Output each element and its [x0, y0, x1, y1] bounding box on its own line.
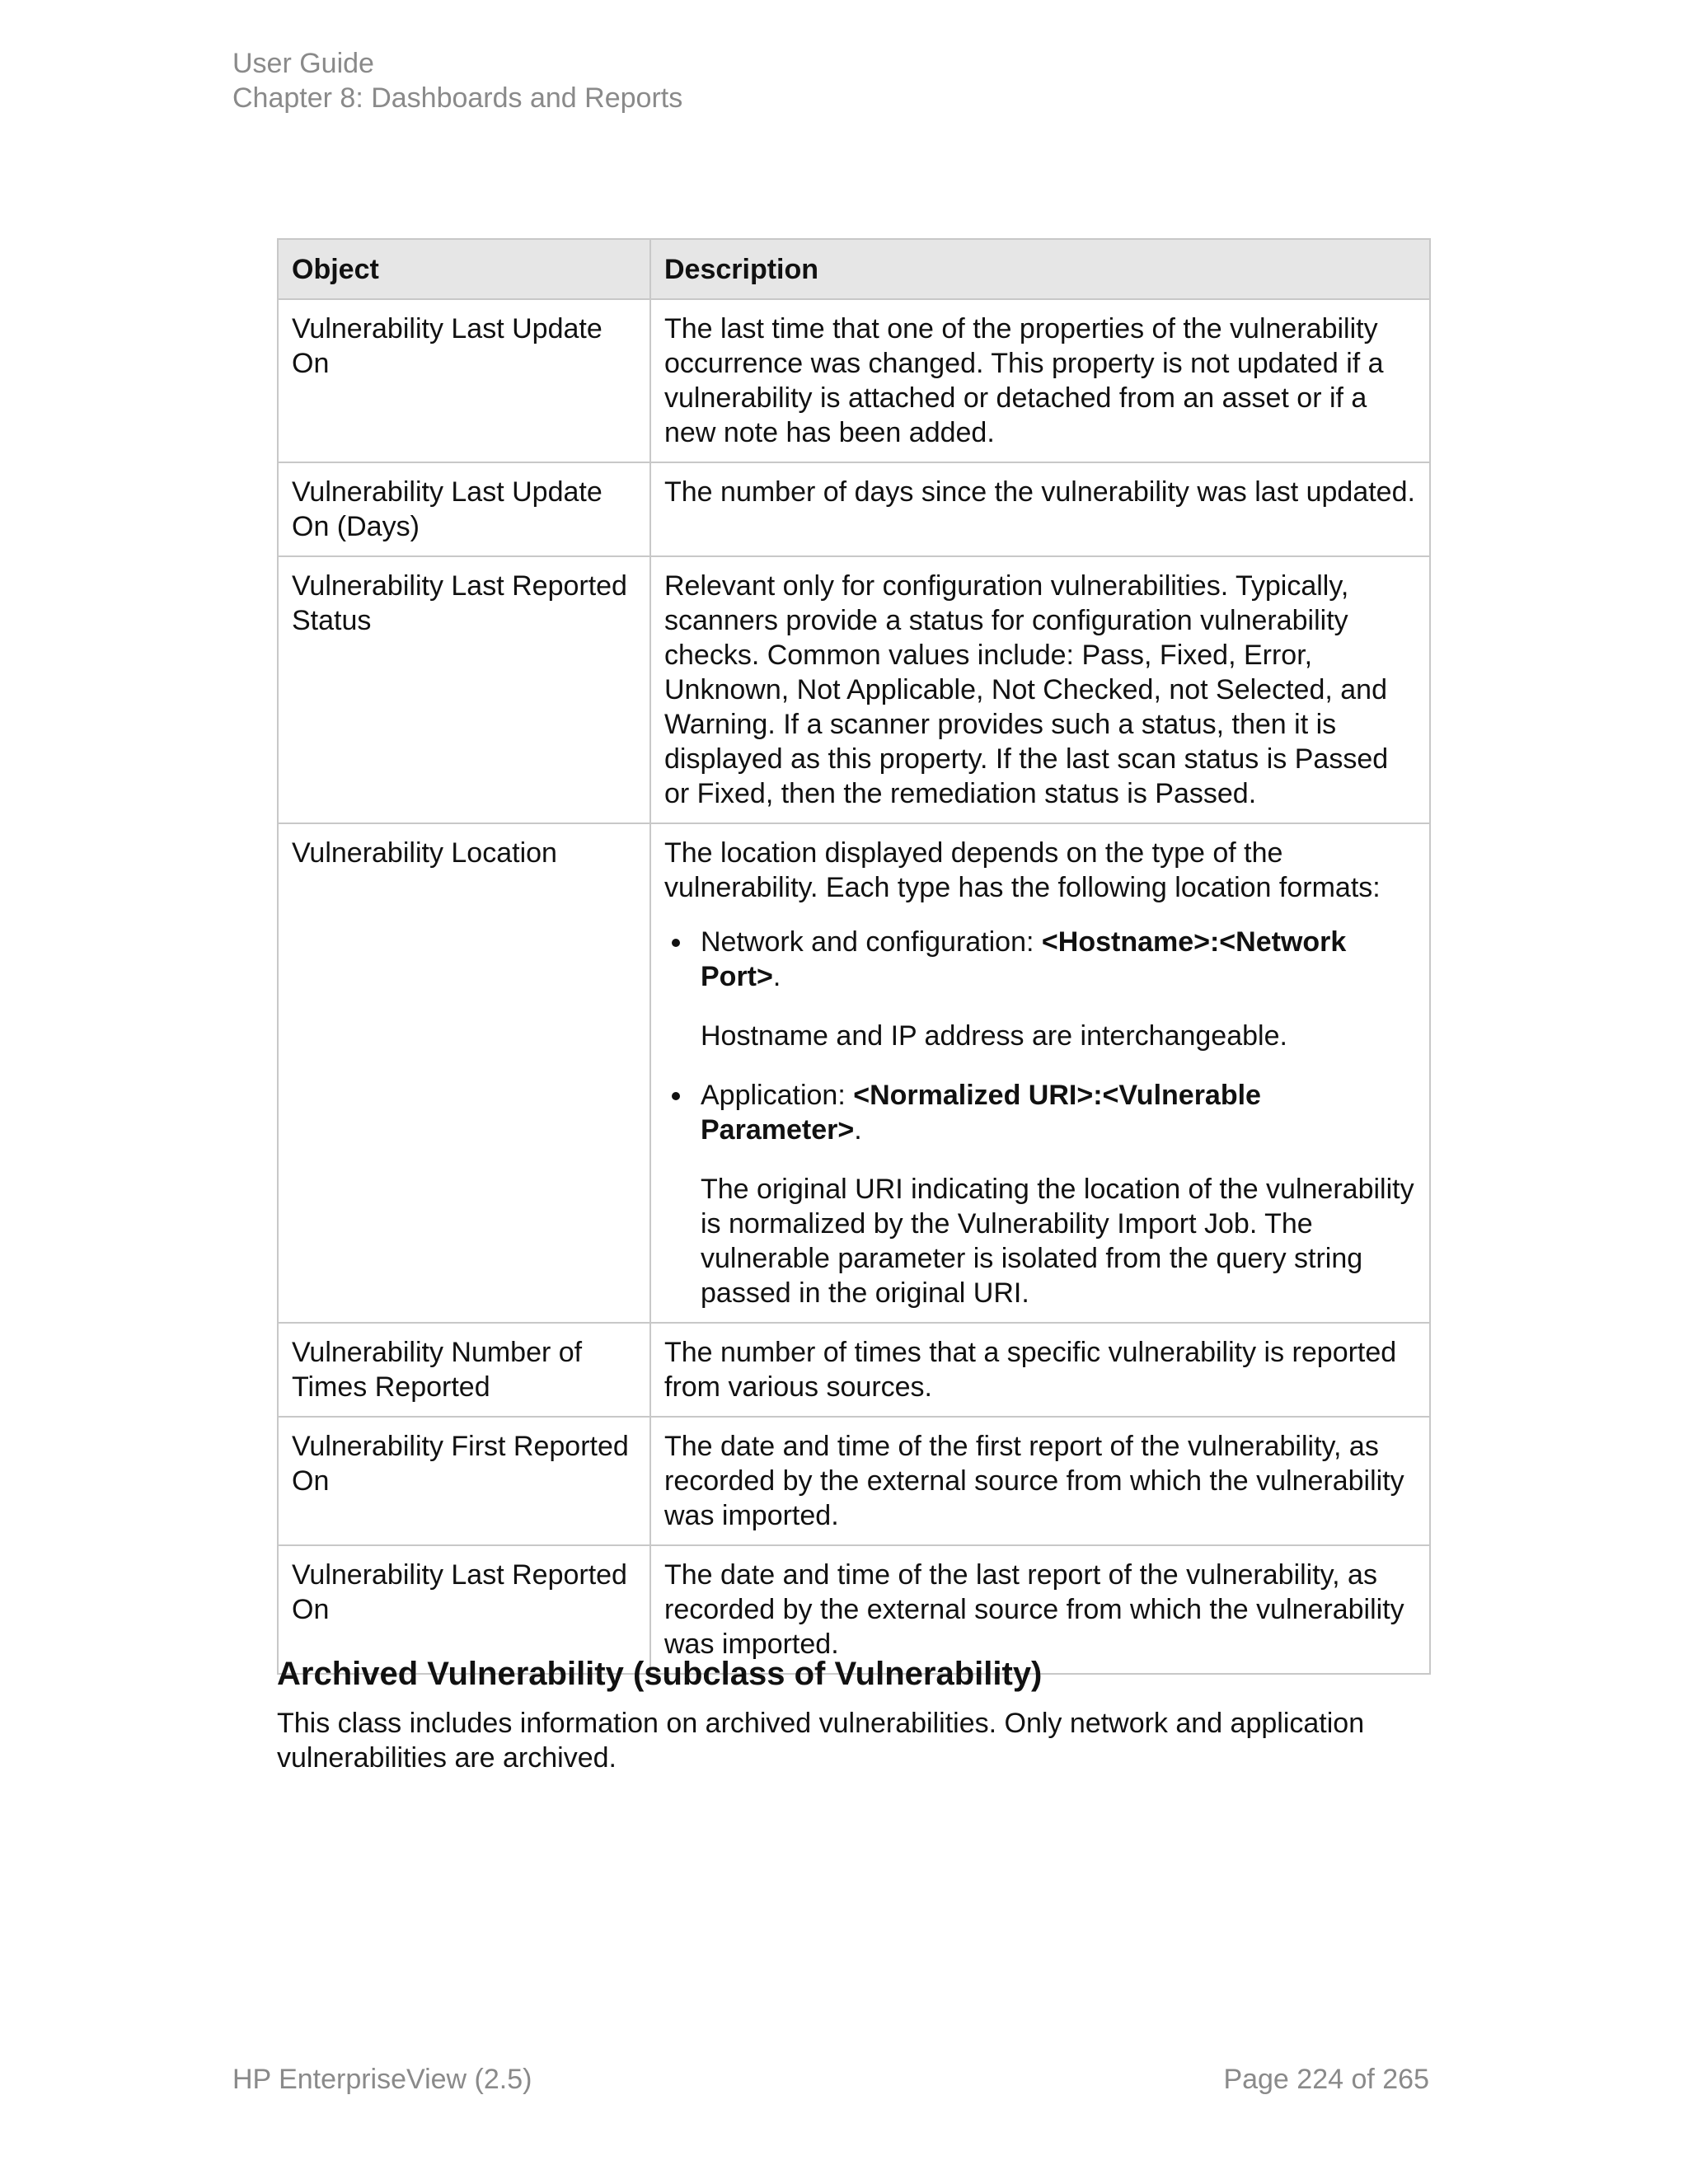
- object-cell: Vulnerability Last Update On (Days): [278, 462, 650, 556]
- description-cell: The date and time of the last report of the vulnerability, as recorded by the external source from which the vulnerability was imported.: [650, 1545, 1430, 1674]
- object-cell: Vulnerability First Reported On: [278, 1417, 650, 1545]
- bullet-note: The original URI indicating the location of the vulnerability is normalized by the Vulnerability Import Job. The vulnerable parameter is isolated from the query string passed in the original URI.: [701, 1174, 1414, 1309]
- header-chapter-title: Chapter 8: Dashboards and Reports: [232, 82, 683, 114]
- bullet-lead: Network and configuration:: [701, 926, 1042, 958]
- header-guide-title: User Guide: [232, 48, 374, 79]
- description-cell: [650, 823, 1430, 1323]
- table-row: [278, 299, 1430, 462]
- description-cell: Relevant only for configuration vulnerabilities. Typically, scanners provide a status for configuration vulnerability checks. Common values include: Pass, Fixed, Error, Unknown, Not Applicable, Not Checked, not Selected, and Warning. If a scanner provides such a status, then it is displayed as this property. If the last scan status is Passed or Fixed, then the remediation status is Passed.: [650, 556, 1430, 823]
- object-cell: Vulnerability Last Update On: [278, 299, 650, 462]
- location-format-list: [664, 925, 1416, 1310]
- footer-page-number: Page 224 of 265: [1223, 2064, 1429, 2095]
- object-cell: Vulnerability Number of Times Reported: [278, 1323, 650, 1417]
- bullet-format: <Normalized URI>:<Vulnerable Parameter>: [701, 1080, 1261, 1146]
- section-heading: Archived Vulnerability (subclass of Vulnerability): [277, 1656, 1043, 1692]
- description-cell: The number of days since the vulnerability was last updated.: [650, 462, 1430, 556]
- description-cell: The date and time of the first report of the vulnerability, as recorded by the external source from which the vulnerability was imported.: [650, 1417, 1430, 1545]
- object-cell: Vulnerability Location: [278, 823, 650, 1323]
- table-row: [278, 1323, 1430, 1417]
- column-header-description: Description: [650, 239, 1430, 299]
- description-cell: The number of times that a specific vulnerability is reported from various sources.: [650, 1323, 1430, 1417]
- bullet-note: Hostname and IP address are interchangeable.: [701, 1020, 1287, 1052]
- table-row: [278, 823, 1430, 1323]
- object-cell: Vulnerability Last Reported Status: [278, 556, 650, 823]
- list-item: [701, 1078, 1416, 1310]
- bullet-tail: .: [854, 1114, 862, 1146]
- running-header: [232, 46, 682, 115]
- object-description-table: [277, 238, 1431, 1675]
- section-paragraph: This class includes information on archived vulnerabilities. Only network and application vulnerabilities are archived.: [277, 1708, 1365, 1774]
- object-cell: Vulnerability Last Reported On: [278, 1545, 650, 1674]
- table-header-row: [278, 239, 1430, 299]
- table-row: [278, 1417, 1430, 1545]
- bullet-format: <Hostname>:<Network Port>: [701, 926, 1347, 992]
- table-row: [278, 462, 1430, 556]
- location-intro: The location displayed depends on the type of the vulnerability. Each type has the following location formats:: [664, 837, 1381, 903]
- column-header-object: Object: [278, 239, 650, 299]
- bullet-lead: Application:: [701, 1080, 854, 1111]
- bullet-tail: .: [772, 961, 781, 992]
- description-cell: The last time that one of the properties of the vulnerability occurrence was changed. This property is not updated if a vulnerability is attached or detached from an asset or if a new note has been added.: [650, 299, 1430, 462]
- list-item: [701, 925, 1416, 1053]
- footer-product: HP EnterpriseView (2.5): [232, 2064, 532, 2095]
- table-row: [278, 556, 1430, 823]
